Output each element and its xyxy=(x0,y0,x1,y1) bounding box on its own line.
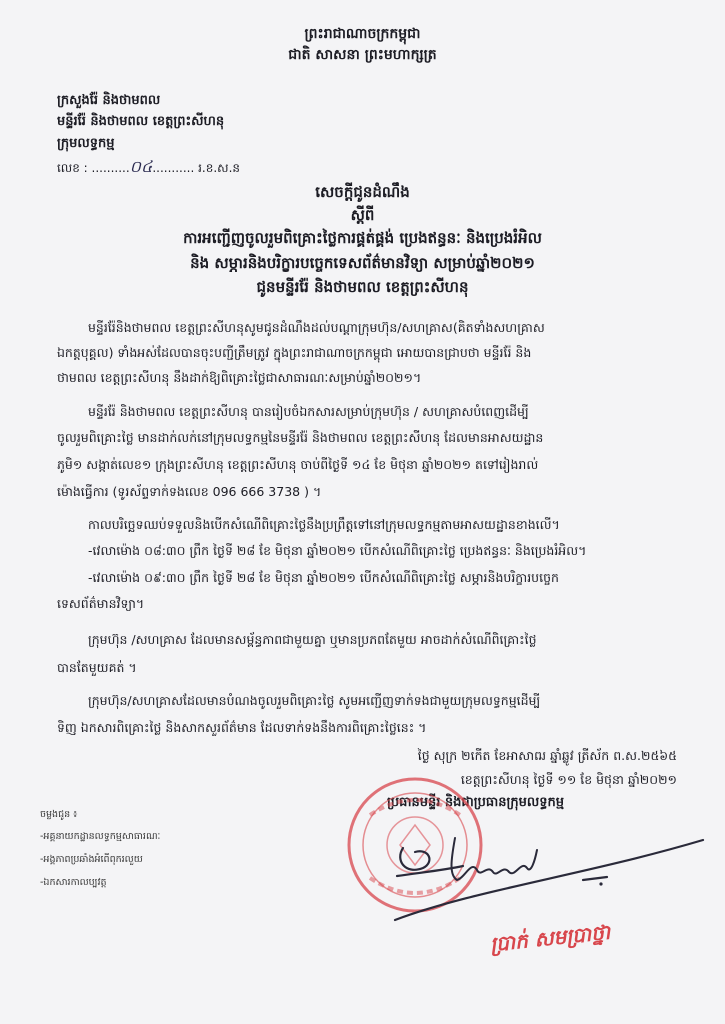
subject-line-2: និង សម្ភារនិងបរិក្ខារបច្ចេកទេសព័ត៌មានវិទ្យា សម្រាប់ឆ្នាំ២០២១ xyxy=(190,254,535,272)
national-motto: ជាតិ សាសនា ព្រះមហាក្សត្រ xyxy=(288,47,437,63)
kingdom-header: ព្រះរាជាណាចក្រកម្ពុជា xyxy=(304,26,421,42)
schedule-item-it: -វេលាម៉ោង ០៩:៣០ ព្រឹក ថ្ងៃទី ២៨ ខែ មិថុនា ឆ្នាំ២០២១ បើកសំណើពិគ្រោះថ្លៃ សម្ភារនិងបរិក្ខារបច្ចេក xyxy=(88,570,559,585)
paragraph-1-line: មន្ទីររ៉ែនិងថាមពល ខេត្តព្រះសីហនុសូមជូនដំណឹងដល់បណ្តាក្រុមហ៊ុន/សហគ្រាស(គិតទាំងសហគ្រាស xyxy=(88,320,545,335)
cc-item: -អង្គភាពប្រឆាំងអំពើពុករលួយ xyxy=(40,854,143,865)
signer-name: ប្រាក់ សមប្រាថ្នា xyxy=(488,919,612,957)
paragraph-5-line: ក្រុមហ៊ុន/សហគ្រាសដែលមានបំណងចូលរួមពិគ្រោះថ្លៃ សូមអញ្ជើញទាក់ទងជាមួយក្រុមលទ្ធកម្មដើម្បី xyxy=(88,693,541,708)
schedule-item-it-cont: ទេសព័ត៌មានវិទ្យា។ xyxy=(57,596,145,611)
paragraph-4-line: ក្រុមហ៊ុន /សហគ្រាស ដែលមានសម្ព័ន្ធភាពជាមួយគ្នា ឬមានប្រភពតែមួយ អាចដាក់សំណើពិគ្រោះថ្លៃ xyxy=(88,632,537,647)
paragraph-1-line: ឯកត្តបុគ្គល) ទាំងអស់ដែលបានចុះបញ្ជីត្រឹមត្រូវ ក្នុងព្រះរាជាណាចក្រកម្ពុជា អោយបានជ្រាបថា មន្ទីររ៉ែ និង xyxy=(57,345,532,360)
schedule-item-fuel: -វេលាម៉ោង ០៨:៣០ ព្រឹក ថ្ងៃទី ២៨ ខែ មិថុនា ឆ្នាំ២០២១ បើកសំណើពិគ្រោះថ្លៃ ប្រេងឥន្ធនៈ និងប្រេងរំអិល។ xyxy=(88,543,587,558)
subject-line-1: ការអញ្ជើញចូលរួមពិគ្រោះថ្លៃការផ្គត់ផ្គង់ ប្រេងឥន្ធនៈ និងប្រេងរំអិល xyxy=(183,229,542,247)
paragraph-4-line: បានតែមួយគត់ ។ xyxy=(57,660,137,675)
signer-position: ប្រធានមន្ទីរ និងជាប្រធានក្រុមលទ្ធកម្ម xyxy=(387,795,565,810)
paragraph-2-line: ចូលរួមពិគ្រោះថ្លៃ មានដាក់លក់នៅក្រុមលទ្ធកម្មនៃមន្ទីររ៉ែ និងថាមពល ខេត្តព្រះសីហនុ ដែលមានអាសយដ្ឋាន xyxy=(57,430,544,445)
paragraph-2-line: ភូមិ១ សង្កាត់លេខ១ ក្រុងព្រះសីហនុ ខេត្តព្រះសីហនុ ចាប់ពីថ្ងៃទី ១៤ ខែ មិថុនា ឆ្នាំ២០២១ តទៅរៀងរាល់ xyxy=(57,457,539,472)
paragraph-5-line: ទិញ ឯកសារពិគ្រោះថ្លៃ និងសាកសួរព័ត៌មាន ដែលទាក់ទងនឹងការពិគ្រោះថ្លៃនេះ ។ xyxy=(57,720,427,735)
paragraph-3: កាលបរិច្ឆេទឈប់ទទួលនិងបើកសំណើពិគ្រោះថ្លៃនឹងប្រព្រឹត្តទៅនៅក្រុមលទ្ធកម្មតាមអាសយដ្ឋានខាងលើ។ xyxy=(88,517,560,532)
cc-item: -អគ្គនាយកដ្ឋានលទ្ធកម្មសាធារណៈ xyxy=(40,831,161,842)
solar-date: ខេត្តព្រះសីហនុ ថ្ងៃទី ១១ ខែ មិថុនា ឆ្នាំ២០២១ xyxy=(460,772,677,787)
paragraph-1-line: ថាមពល ខេត្តព្រះសីហនុ នឹងដាក់ឱ្យពិគ្រោះថ្លៃជាសាធារណៈសម្រាប់ឆ្នាំ២០២១។ xyxy=(57,370,422,385)
paragraph-2-line: ម៉ោងធ្វើការ (ទូរស័ព្ទទាក់ទងលេខ 096 666 3738 ) ។ xyxy=(57,484,322,499)
department-name: មន្ទីររ៉ែ និងថាមពល ខេត្តព្រះសីហនុ xyxy=(57,114,225,129)
cc-item: -ឯកសារកាលប្បវត្ត xyxy=(40,877,107,888)
lunar-date: ថ្ងៃ សុក្រ ២កើត ខែអាសាឍ ឆ្នាំឆ្លូវ ត្រីស័ក ព.ស.២៥៦៥ xyxy=(417,748,677,763)
handwritten-ref: ០៤ xyxy=(129,157,153,176)
handwritten-signature xyxy=(385,820,705,930)
procurement-unit: ក្រុមលទ្ធកម្ម xyxy=(57,136,115,151)
subject-line-3: ជូនមន្ទីររ៉ែ និងថាមពល ខេត្តព្រះសីហនុ xyxy=(256,278,469,296)
cc-heading: ចម្លងជូន ៖ xyxy=(40,809,78,820)
reference-number: លេខ : ..........០៤........... រ.ខ.ស.ន xyxy=(57,157,241,176)
notice-title: សេចក្តីជូនដំណឹង xyxy=(315,183,410,201)
subject-label: ស្តីពី xyxy=(350,206,375,224)
ministry-name: ក្រសួងរ៉ែ និងថាមពល xyxy=(57,93,161,108)
paragraph-2-line: មន្ទីររ៉ែ និងថាមពល ខេត្តព្រះសីហនុ បានរៀបចំឯកសារសម្រាប់ក្រុមហ៊ុន / សហគ្រាសបំពេញដើម្បី xyxy=(88,404,529,419)
